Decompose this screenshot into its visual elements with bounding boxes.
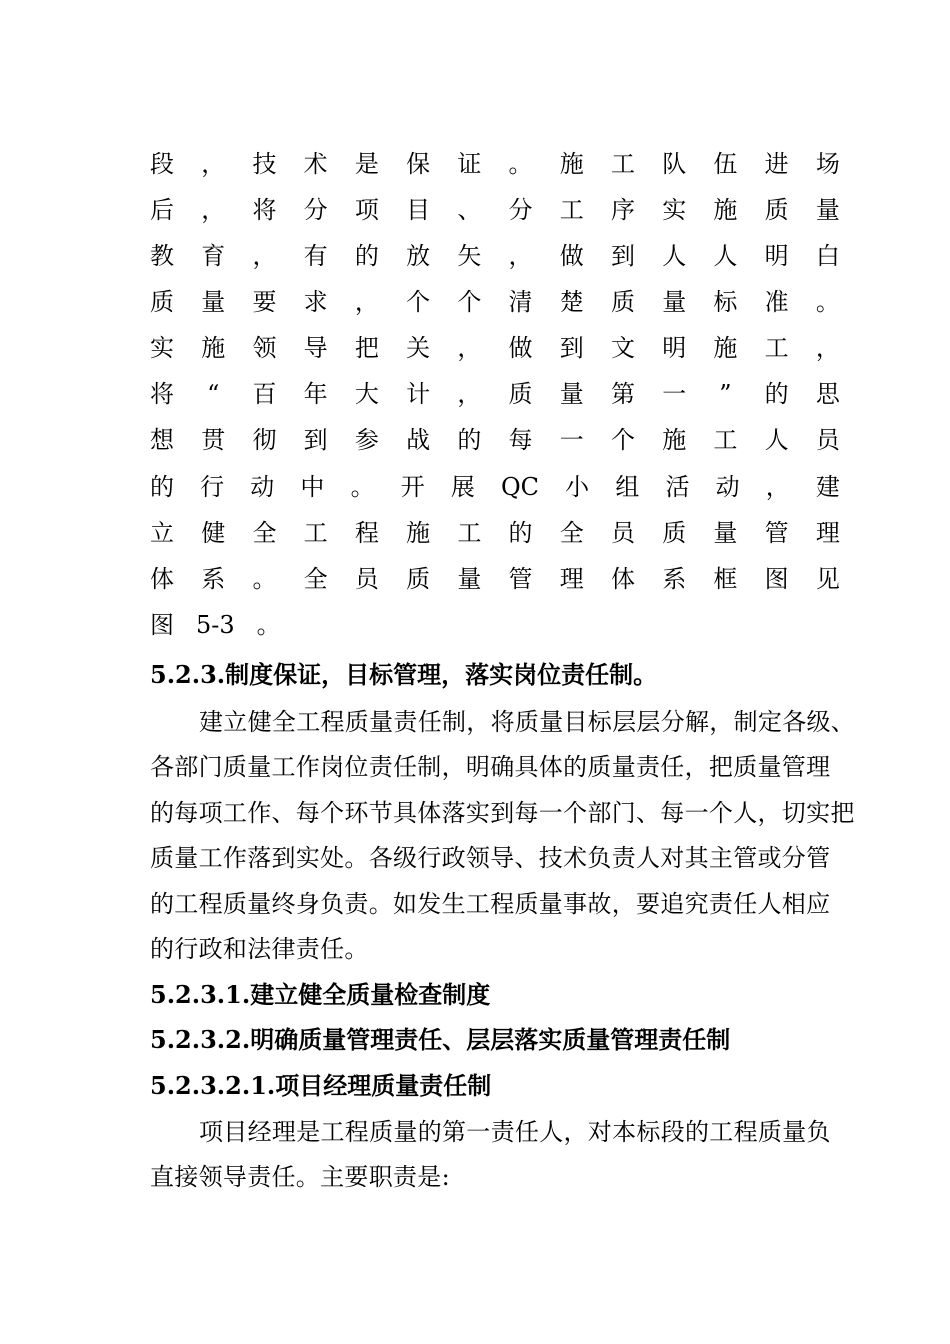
paragraph-line: 的行政和法律责任。 — [150, 935, 369, 963]
section-heading-5-2-3-2: 5.2.3.2.明确质量管理责任、层层落实质量管理责任制 — [150, 1025, 731, 1054]
section-heading-5-2-3-2-1: 5.2.3.2.1.项目经理质量责任制 — [150, 1071, 492, 1100]
grid-line-8: 的 行 动 中 。 开 展 QC 小 组 活 动 ， 建 — [150, 473, 840, 501]
grid-line-6: 将 “ 百 年 大 计 ， 质 量 第 一 ” 的 思 — [150, 380, 840, 408]
paragraph-line: 项目经理是工程质量的第一责任人，对本标段的工程质量负 — [199, 1118, 831, 1146]
grid-line-11: 图 5-3 。 — [150, 611, 281, 639]
paragraph-line: 各部门质量工作岗位责任制，明确具体的质量责任，把质量管理 — [150, 753, 831, 781]
paragraph-line: 建立健全工程质量责任制，将质量目标层层分解，制定各级、 — [199, 708, 856, 736]
grid-line-2: 后 ， 将 分 项 目 、 分 工 序 实 施 质 量 — [150, 196, 840, 224]
grid-line-3: 教 育 ， 有 的 放 矢 ， 做 到 人 人 明 白 — [150, 242, 840, 270]
paragraph-line: 的每项工作、每个环节具体落实到每一个部门、每一个人，切实把 — [150, 799, 855, 827]
paragraph-line: 的工程质量终身负责。如发生工程质量事故，要追究责任人相应 — [150, 890, 831, 918]
paragraph-line: 直接领导责任。主要职责是: — [150, 1163, 450, 1191]
section-heading-5-2-3-1: 5.2.3.1.建立健全质量检查制度 — [150, 980, 491, 1009]
paragraph-line: 质量工作落到实处。各级行政领导、技术负责人对其主管或分管 — [150, 844, 831, 872]
grid-line-10: 体 系 。 全 员 质 量 管 理 体 系 框 图 见 — [150, 565, 840, 593]
grid-line-5: 实 施 领 导 把 关 ， 做 到 文 明 施 工 ， — [150, 334, 840, 362]
grid-line-1: 段 ， 技 术 是 保 证 。 施 工 队 伍 进 场 — [150, 150, 840, 178]
section-heading-5-2-3: 5.2.3.制度保证，目标管理，落实岗位责任制。 — [150, 660, 658, 689]
grid-line-9: 立 健 全 工 程 施 工 的 全 员 质 量 管 理 — [150, 519, 840, 547]
grid-line-4: 质 量 要 求 ， 个 个 清 楚 质 量 标 准 。 — [150, 288, 840, 316]
grid-line-7: 想 贯 彻 到 参 战 的 每 一 个 施 工 人 员 — [150, 426, 840, 454]
